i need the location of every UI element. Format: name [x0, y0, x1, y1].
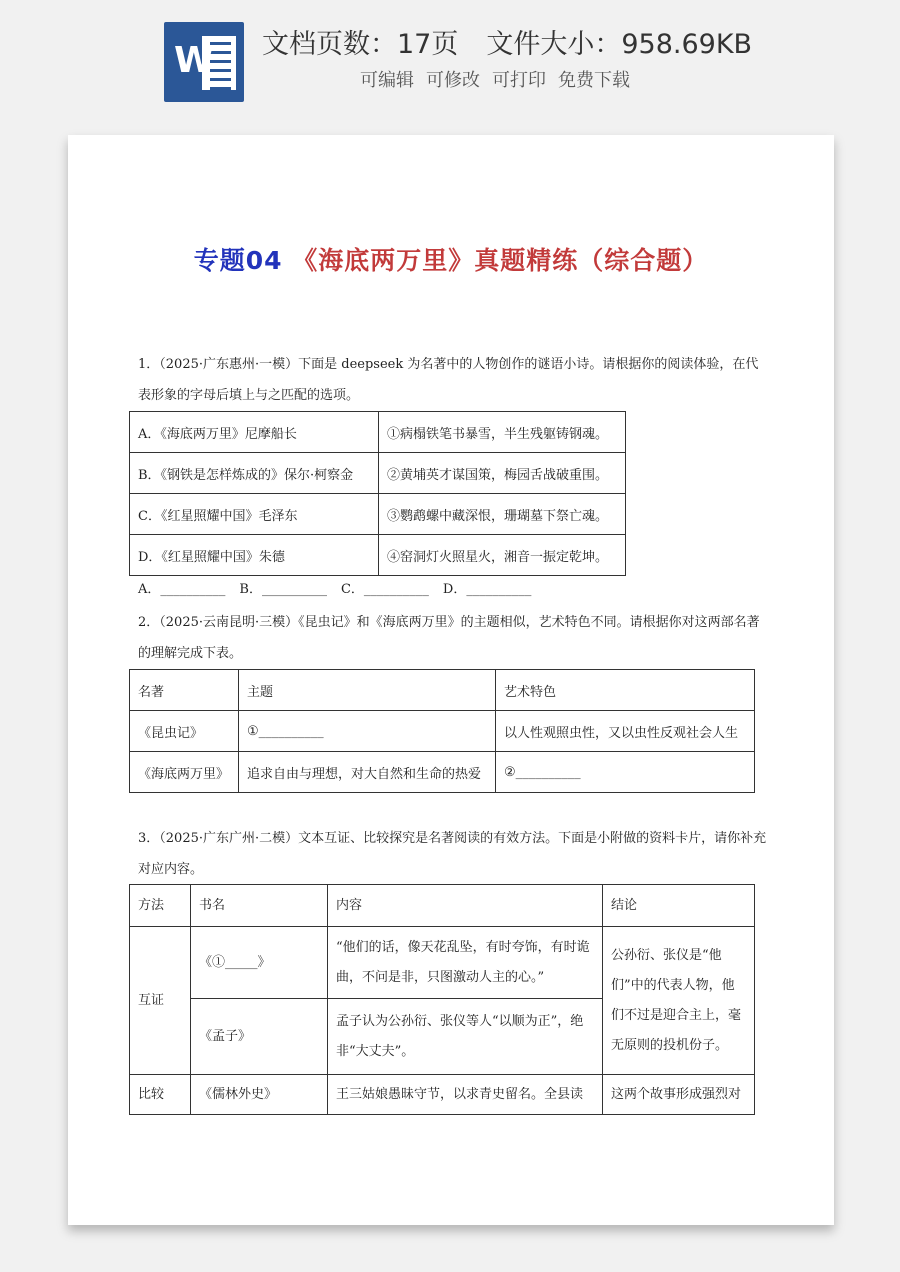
table-row — [130, 453, 626, 494]
title-prefix: 专题04 — [193, 246, 283, 275]
table-cell: ④窑洞灯火照星火，湘音一振定乾坤。 — [379, 535, 626, 576]
table-row — [130, 1075, 755, 1115]
answer-blank-d: D．__________ — [442, 582, 532, 597]
table-row — [130, 752, 755, 793]
page-count: 文档页数：17页 — [262, 29, 459, 60]
table-cell: ②__________ — [496, 752, 755, 793]
file-size: 文件大小：958.69KB — [486, 29, 753, 60]
question-1-text: 1．（2025·广东惠州·一模）下面是 deepseek 为名著中的人物创作的谜语小诗。请根据你的阅读体验，在代表形象的字母后填上与之匹配的选项。 — [138, 357, 759, 403]
table-header-cell: 书名 — [191, 885, 328, 927]
answer-blank-b: B．__________ — [239, 582, 327, 597]
table-header-cell: 结论 — [603, 885, 755, 927]
table-cell: B．《钢铁是怎样炼成的》保尔·柯察金 — [130, 453, 379, 494]
feature-list — [360, 66, 642, 92]
content-cell: “他们的话，像天花乱坠，有时夸饰，有时诡曲，不问是非，只图激动人主的心。” — [328, 927, 603, 999]
table-row — [130, 711, 755, 752]
method-cell: 互证 — [130, 927, 191, 1075]
book-cell: 《孟子》 — [191, 999, 328, 1075]
table-cell: D．《红星照耀中国》朱德 — [130, 535, 379, 576]
question-1-table — [129, 411, 626, 576]
table-header-cell: 方法 — [130, 885, 191, 927]
title-main: 《海底两万里》真题精练（综合题） — [292, 246, 709, 275]
feature-editable: 可编辑 — [360, 70, 414, 91]
document-title — [68, 241, 834, 277]
question-1-answer-blanks — [138, 579, 545, 601]
question-3-text: 3．（2025·广东广州·二模）文本互证、比较探究是名著阅读的有效方法。下面是小附做的资料卡片，请你补充对应内容。 — [138, 831, 767, 877]
book-cell: 《儒林外史》 — [191, 1075, 328, 1115]
file-info — [262, 22, 780, 61]
table-cell: ①__________ — [239, 711, 496, 752]
table-cell: C．《红星照耀中国》毛泽东 — [130, 494, 379, 535]
conclusion-cell: 公孙衍、张仪是“他们”中的代表人物，他们不过是迎合主上，毫无原则的投机份子。 — [603, 927, 755, 1075]
feature-printable: 可打印 — [492, 70, 546, 91]
table-cell: 《海底两万里》 — [130, 752, 239, 793]
feature-modifiable: 可修改 — [426, 70, 480, 91]
word-document-icon: W — [164, 22, 244, 102]
answer-blank-a: A．__________ — [138, 582, 226, 597]
feature-free-download: 免费下载 — [558, 70, 630, 91]
question-2-table — [129, 669, 755, 793]
answer-blank-c: C．__________ — [340, 582, 429, 597]
content-cell: 王三姑娘愚昧守节，以求青史留名。全县读 — [328, 1075, 603, 1115]
book-cell: 《①_____》 — [191, 927, 328, 999]
conclusion-cell: 这两个故事形成强烈对 — [603, 1075, 755, 1115]
table-row — [130, 927, 755, 999]
table-header-cell: 名著 — [130, 670, 239, 711]
table-cell: 《昆虫记》 — [130, 711, 239, 752]
question-3-table — [129, 884, 755, 1115]
table-header-cell: 内容 — [328, 885, 603, 927]
header-banner — [0, 0, 900, 130]
table-row — [130, 535, 626, 576]
table-cell: ①病榻铁笔书暴雪，半生残躯铸钢魂。 — [379, 412, 626, 453]
content-cell: 孟子认为公孙衍、张仪等人“以顺为正”，绝非“大丈夫”。 — [328, 999, 603, 1075]
table-row — [130, 494, 626, 535]
question-2-text: 2．（2025·云南昆明·三模）《昆虫记》和《海底两万里》的主题相似，艺术特色不同。请根据你对这两部名著的理解完成下表。 — [138, 615, 760, 661]
table-cell: ②黄埔英才谋国策，梅园舌战破重围。 — [379, 453, 626, 494]
table-cell: 以人性观照虫性，又以虫性反观社会人生 — [496, 711, 755, 752]
document-page — [68, 135, 834, 1225]
table-header-cell: 艺术特色 — [496, 670, 755, 711]
table-cell: ③鹦鹉螺中藏深恨，珊瑚墓下祭亡魂。 — [379, 494, 626, 535]
table-header-row — [130, 885, 755, 927]
table-header-cell: 主题 — [239, 670, 496, 711]
table-cell: A．《海底两万里》尼摩船长 — [130, 412, 379, 453]
table-cell: 追求自由与理想，对大自然和生命的热爱 — [239, 752, 496, 793]
table-row — [130, 412, 626, 453]
table-header-row — [130, 670, 755, 711]
method-cell: 比较 — [130, 1075, 191, 1115]
